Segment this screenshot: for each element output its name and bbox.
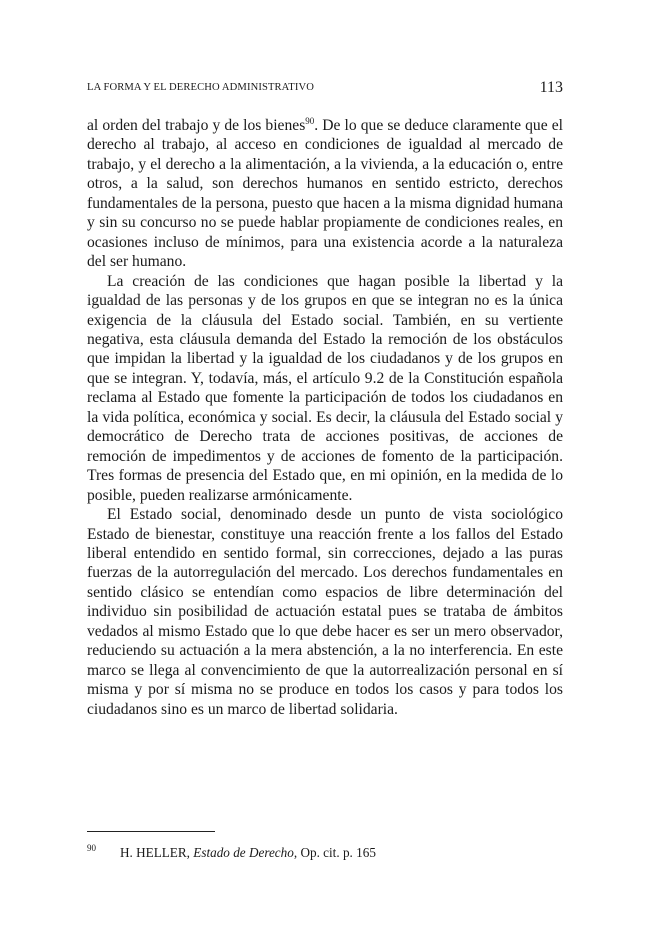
- footnote-author: H. HELLER,: [120, 845, 194, 860]
- body-text: [87, 116, 563, 719]
- paragraph-2: La creación de las condiciones que hagan posible la libertad y la igualdad de las personas y de los grupos en que se integran no es la única exigencia de la cláusula del Estado social. También, en su vertiente negativa, esta cláusula demanda del Estado la remoción de los obstáculos que impidan la libertad y la igualdad de los ciudadanos y de los grupos en que se integran. Y, todavía, más, el artículo 9.2 de la Constitución española reclama al Estado que fomente la participación de todos los ciudadanos en la vida política, económica y social. Es decir, la cláusula del Estado social y democrático de Derecho trata de acciones positivas, de acciones de remoción de impedimentos y de acciones de fomento de la participación. Tres formas de presencia del Estado que, en mi opinión, en la medida de lo posible, pueden realizarse armónicamente.: [87, 272, 563, 504]
- page-number: 113: [539, 79, 563, 96]
- paragraph-1-text-continued: . De lo que se deduce claramente que el derecho al trabajo, al acceso en condiciones de igualdad al mercado de trabajo, y el derecho a la alimentación, a la vivienda, a la educación o, entre otros, a la salud, son derechos humanos en sentido estricto, derechos fundamentales de la persona, puesto que hacen a la misma dignidad humana y sin su concurso no se puede hablar propiamente de condiciones reales, en ocasiones incluso de mínimos, para una existencia acorde a la naturaleza del ser humano.: [87, 117, 563, 271]
- running-title: LA FORMA Y EL DERECHO ADMINISTRATIVO: [87, 82, 314, 93]
- paragraph-1: [87, 116, 563, 272]
- paragraph-1-text: al orden del trabajo y de los bienes: [87, 117, 306, 134]
- paragraph-3: El Estado social, denominado desde un punto de vista sociológico Estado de bienestar, constituye una reacción frente a los fallos del Estado liberal entendido en sentido formal, sin correcciones, dejado a las puras fuerzas de la autorregulación del mercado. Los derechos fundamentales en sentido clásico se entendían como espacios de libre determinación del individuo sin posibilidad de actuación estatal pues se trataba de ámbitos vedados al mismo Estado que lo que debe hacer es ser un mero observador, reduciendo su actuación a la mera abstención, a la no interferencia. En este marco se llega al convencimiento de que la autorrealización personal en sí misma y por sí misma no se produce en todos los casos y para todos los ciudadanos sino es un marco de libertad solidaria.: [87, 506, 563, 718]
- footnote-title: Estado de Derecho: [193, 845, 294, 860]
- footnote-number: 90: [87, 843, 96, 853]
- running-header: [87, 79, 563, 99]
- footnote-separator: [87, 831, 215, 832]
- footnote-text: [120, 845, 376, 861]
- footnote-reference: 90: [305, 116, 315, 126]
- footnote-citation: , Op. cit. p. 165: [293, 845, 376, 860]
